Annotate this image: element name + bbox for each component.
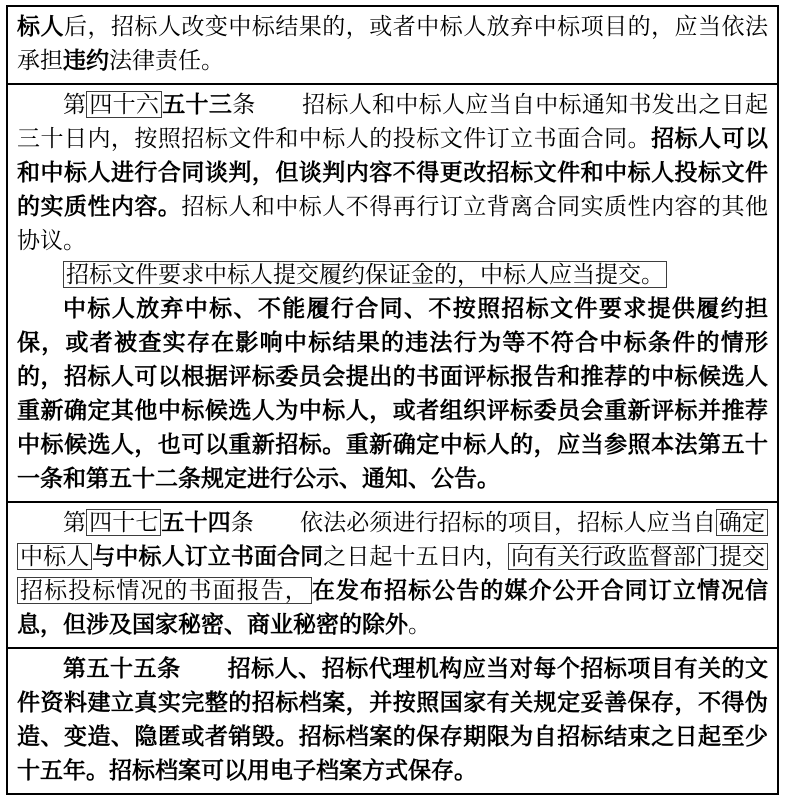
section-article-53 — [8, 83, 777, 501]
deleted-text: 确定中标人 — [17, 509, 768, 570]
inserted-text: 违约 — [63, 48, 109, 74]
text-run: 第 — [63, 92, 87, 117]
inserted-text: 第五十五条 招标人、招标代理机构应当对每个招标项目有关的文件资料建立真实完整的招标档案，并按照国家有关规定妥善保存，不得伪造、变造、隐匿或者销毁。招标档案的保存期限为自招标结束之日起至少十五年。招标档案可以用电子档案方式保存。 — [17, 656, 768, 784]
deleted-text: 招标文件要求中标人提交履约保证金的，中标人应当提交。 — [63, 261, 667, 288]
paragraph — [17, 506, 768, 642]
deleted-text: 向有关行政监督部门提交招标投标情况的书面报告， — [17, 543, 768, 604]
text-run: 法律责任。 — [109, 48, 224, 73]
inserted-text: 标人 — [17, 14, 64, 40]
text-run: 条 招标人和中标人应当自中标通知书发出之日起三十日内，按照招标文件和中标人的投标文件订立书面合同。 — [17, 92, 769, 151]
inserted-text: 与中标人订立书面合同 — [92, 544, 324, 570]
deleted-text: 四十六 — [86, 91, 162, 118]
inserted-text: 在发布招标公告的媒介公开合同订立情况信息，但涉及国家秘密、商业秘密的除外 — [17, 578, 769, 638]
inserted-text: 中标人放弃中标、不能履行合同、不按照招标文件要求提供履约担保，或者被查实存在影响中标结果的违法行为等不符合中标条件的情形的，招标人可以根据评标委员会提出的书面评标报告和推荐的中标候选人重新确定其他中标候选人为中标人，或者组织评标委员会重新评标并推荐中标候选人，也可以重新招标。重新确定中标人的，应当参照本法第五十一条和第五十二条规定进行公示、通知、公告。 — [17, 296, 768, 492]
inserted-text: 五十四 — [161, 510, 231, 536]
inserted-text: 招标人可以和中标人进行合同谈判，但谈判内容不得更改招标文件和中标人投标文件的实质性内容。 — [17, 126, 769, 220]
paragraph — [17, 258, 768, 292]
text-run: 第 — [63, 510, 87, 535]
deleted-text: 四十七 — [86, 509, 161, 536]
text-run: 招标人和中标人不得再行订立背离合同实质性内容的其他协议。 — [17, 194, 769, 253]
text-run: 条 依法必须进行招标的项目，招标人应当自 — [230, 510, 716, 535]
text-run: 后，招标人改变中标结果的，或者中标人放弃中标项目的，应当依法承担 — [17, 14, 769, 73]
paragraph — [17, 88, 768, 258]
section-article-45-tail — [8, 7, 777, 83]
section-article-54 — [8, 501, 777, 647]
paragraph — [17, 652, 768, 788]
text-run: 。 — [408, 612, 431, 637]
law-revision-document — [6, 5, 779, 795]
text-run: 之日起十五日内， — [323, 544, 509, 569]
section-article-55 — [8, 647, 777, 793]
inserted-text: 五十三 — [162, 92, 233, 118]
paragraph — [17, 10, 768, 78]
paragraph — [17, 292, 768, 496]
